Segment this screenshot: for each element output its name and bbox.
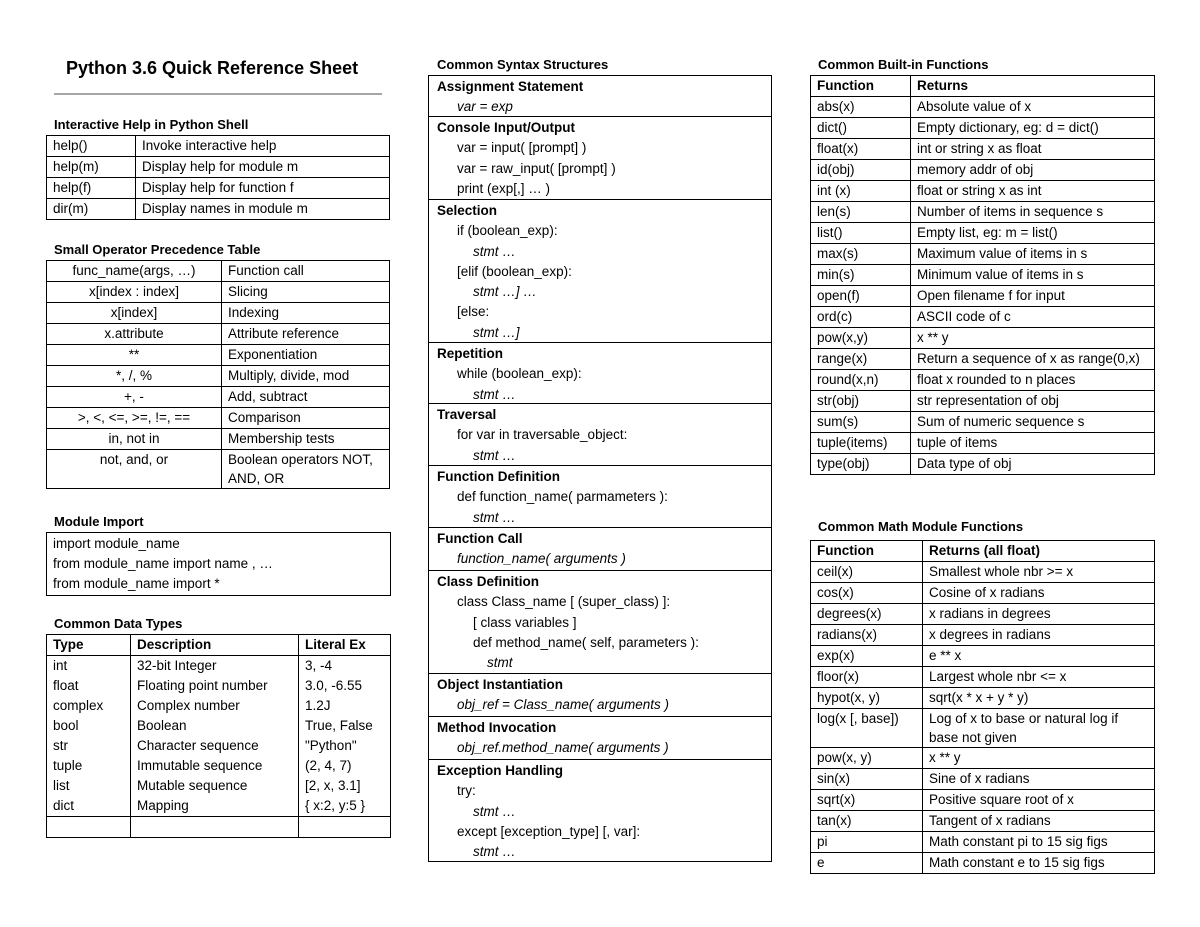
table-row bbox=[811, 202, 1155, 223]
block-heading: Assignment Statement bbox=[437, 79, 584, 94]
function-call-block bbox=[429, 527, 771, 570]
operator-cell: not, and, or bbox=[47, 450, 222, 489]
page-title: Python 3.6 Quick Reference Sheet bbox=[66, 58, 359, 78]
type-description-cell: Immutable sequence bbox=[131, 756, 299, 776]
code-line: stmt bbox=[487, 655, 513, 671]
table-row bbox=[811, 118, 1155, 139]
object-instantiation-block bbox=[429, 673, 771, 716]
builtin-returns-cell: float x rounded to n places bbox=[911, 370, 1155, 391]
builtin-function-cell: tuple(items) bbox=[811, 433, 911, 454]
math-returns-cell: Math constant e to 15 sig figs bbox=[923, 853, 1155, 874]
table-row bbox=[811, 244, 1155, 265]
method-invocation-block bbox=[429, 716, 771, 759]
math-function-cell: pi bbox=[811, 832, 923, 853]
builtin-returns-cell: Absolute value of x bbox=[911, 97, 1155, 118]
function-definition-block bbox=[429, 465, 771, 527]
table-row bbox=[47, 696, 391, 716]
literal-cell: 3, -4 bbox=[299, 656, 391, 677]
table-row bbox=[811, 562, 1155, 583]
table-row bbox=[811, 328, 1155, 349]
column-header-description: Description bbox=[131, 635, 299, 656]
module-import-heading: Module Import bbox=[54, 514, 144, 529]
builtin-function-cell: type(obj) bbox=[811, 454, 911, 475]
help-heading: Interactive Help in Python Shell bbox=[54, 117, 249, 132]
table-row bbox=[47, 429, 390, 450]
table-row bbox=[811, 391, 1155, 412]
module-import-line bbox=[53, 574, 384, 594]
table-row bbox=[811, 97, 1155, 118]
builtins-table bbox=[810, 75, 1155, 475]
builtins-heading: Common Built-in Functions bbox=[818, 57, 989, 72]
code-line: var = exp bbox=[457, 99, 513, 115]
operator-cell: >, <, <=, >=, !=, == bbox=[47, 408, 222, 429]
type-cell: tuple bbox=[47, 756, 131, 776]
math-function-cell: sin(x) bbox=[811, 769, 923, 790]
column-header-literal: Literal Ex bbox=[299, 635, 391, 656]
builtin-returns-cell: Open filename f for input bbox=[911, 286, 1155, 307]
block-heading: Function Call bbox=[437, 531, 523, 546]
math-function-cell: log(x [, base]) bbox=[811, 709, 923, 748]
builtin-returns-cell: Maximum value of items in s bbox=[911, 244, 1155, 265]
table-row bbox=[47, 676, 391, 696]
table-row bbox=[47, 736, 391, 756]
operator-cell: in, not in bbox=[47, 429, 222, 450]
code-line: if (boolean_exp): bbox=[457, 223, 558, 239]
help-function-cell: help(f) bbox=[47, 178, 136, 199]
code-line: while (boolean_exp): bbox=[457, 366, 582, 382]
repetition-block bbox=[429, 342, 771, 403]
precedence-table bbox=[46, 260, 390, 489]
data-types-table bbox=[46, 634, 391, 838]
math-function-cell: exp(x) bbox=[811, 646, 923, 667]
builtin-function-cell: dict() bbox=[811, 118, 911, 139]
builtin-returns-cell: tuple of items bbox=[911, 433, 1155, 454]
type-description-cell: Complex number bbox=[131, 696, 299, 716]
code-line: stmt … bbox=[473, 243, 516, 259]
literal-cell: "Python" bbox=[299, 736, 391, 756]
help-function-cell: dir(m) bbox=[47, 199, 136, 220]
type-description-cell: Mapping bbox=[131, 796, 299, 817]
builtin-function-cell: int (x) bbox=[811, 181, 911, 202]
math-function-cell: floor(x) bbox=[811, 667, 923, 688]
title-divider bbox=[54, 93, 382, 95]
column-header-function: Function bbox=[811, 76, 911, 97]
math-returns-cell: Largest whole nbr <= x bbox=[923, 667, 1155, 688]
math-function-cell: pow(x, y) bbox=[811, 748, 923, 769]
math-function-cell: radians(x) bbox=[811, 625, 923, 646]
code-line: try: bbox=[457, 783, 476, 799]
type-cell: int bbox=[47, 656, 131, 677]
module-import-text: from module_name import * bbox=[53, 576, 220, 591]
table-row bbox=[811, 160, 1155, 181]
type-cell: dict bbox=[47, 796, 131, 817]
operator-cell: x.attribute bbox=[47, 324, 222, 345]
class-definition-block bbox=[429, 570, 771, 673]
table-row bbox=[811, 307, 1155, 328]
help-function-cell: help() bbox=[47, 136, 136, 157]
operator-description-cell: Indexing bbox=[222, 303, 390, 324]
math-function-cell: cos(x) bbox=[811, 583, 923, 604]
precedence-heading: Small Operator Precedence Table bbox=[54, 242, 261, 257]
table-row bbox=[811, 433, 1155, 454]
table-row bbox=[811, 604, 1155, 625]
builtin-function-cell: abs(x) bbox=[811, 97, 911, 118]
literal-cell: 1.2J bbox=[299, 696, 391, 716]
traversal-block bbox=[429, 403, 771, 465]
table-row bbox=[811, 223, 1155, 244]
math-returns-cell: sqrt(x * x + y * y) bbox=[923, 688, 1155, 709]
table-row bbox=[811, 811, 1155, 832]
code-line: stmt … bbox=[473, 447, 516, 463]
math-returns-cell: x radians in degrees bbox=[923, 604, 1155, 625]
table-row bbox=[811, 454, 1155, 475]
math-function-cell: e bbox=[811, 853, 923, 874]
assignment-block bbox=[429, 76, 771, 116]
operator-description-cell: Exponentiation bbox=[222, 345, 390, 366]
operator-description-cell: Comparison bbox=[222, 408, 390, 429]
builtin-returns-cell: Empty list, eg: m = list() bbox=[911, 223, 1155, 244]
table-row bbox=[47, 756, 391, 776]
type-description-cell: Character sequence bbox=[131, 736, 299, 756]
builtin-function-cell: sum(s) bbox=[811, 412, 911, 433]
table-row bbox=[47, 776, 391, 796]
column-header-returns: Returns bbox=[911, 76, 1155, 97]
code-line: class Class_name [ (super_class) ]: bbox=[457, 594, 671, 610]
math-returns-cell: e ** x bbox=[923, 646, 1155, 667]
type-description-cell: Boolean bbox=[131, 716, 299, 736]
code-line: stmt … bbox=[473, 844, 516, 860]
exception-handling-block bbox=[429, 759, 771, 862]
code-line: stmt … bbox=[473, 803, 516, 819]
operator-cell: ** bbox=[47, 345, 222, 366]
math-table bbox=[810, 540, 1155, 874]
block-heading: Console Input/Output bbox=[437, 120, 575, 135]
builtin-function-cell: list() bbox=[811, 223, 911, 244]
code-line: stmt …] … bbox=[473, 284, 537, 300]
builtin-function-cell: len(s) bbox=[811, 202, 911, 223]
operator-description-cell: Attribute reference bbox=[222, 324, 390, 345]
help-description-cell: Display help for module m bbox=[136, 157, 390, 178]
builtin-returns-cell: Minimum value of items in s bbox=[911, 265, 1155, 286]
math-function-cell: degrees(x) bbox=[811, 604, 923, 625]
table-row bbox=[811, 832, 1155, 853]
operator-description-cell: Multiply, divide, mod bbox=[222, 366, 390, 387]
operator-description-cell: Function call bbox=[222, 261, 390, 282]
code-line: def function_name( parmameters ): bbox=[457, 489, 668, 505]
builtin-returns-cell: str representation of obj bbox=[911, 391, 1155, 412]
builtin-function-cell: max(s) bbox=[811, 244, 911, 265]
table-row bbox=[811, 412, 1155, 433]
table-row bbox=[811, 646, 1155, 667]
code-line: for var in traversable_object: bbox=[457, 427, 628, 443]
block-heading: Exception Handling bbox=[437, 763, 564, 778]
builtin-returns-cell: Data type of obj bbox=[911, 454, 1155, 475]
builtin-function-cell: range(x) bbox=[811, 349, 911, 370]
table-row bbox=[811, 181, 1155, 202]
empty-cell bbox=[47, 817, 131, 838]
code-line: except [exception_type] [, var]: bbox=[457, 823, 641, 839]
selection-block bbox=[429, 199, 771, 342]
empty-cell bbox=[299, 817, 391, 838]
table-row bbox=[811, 139, 1155, 160]
code-line: var = raw_input( [prompt] ) bbox=[457, 160, 616, 176]
table-row bbox=[47, 656, 391, 677]
builtin-returns-cell: int or string x as float bbox=[911, 139, 1155, 160]
table-row bbox=[47, 178, 390, 199]
column-header-function: Function bbox=[811, 541, 923, 562]
help-function-cell: help(m) bbox=[47, 157, 136, 178]
operator-cell: x[index : index] bbox=[47, 282, 222, 303]
operator-description-cell: Membership tests bbox=[222, 429, 390, 450]
type-description-cell: Mutable sequence bbox=[131, 776, 299, 796]
code-line: function_name( arguments ) bbox=[457, 551, 626, 567]
math-returns-cell: Positive square root of x bbox=[923, 790, 1155, 811]
literal-cell: [2, x, 3.1] bbox=[299, 776, 391, 796]
syntax-heading: Common Syntax Structures bbox=[437, 57, 609, 72]
table-row bbox=[47, 345, 390, 366]
block-heading: Repetition bbox=[437, 346, 503, 361]
table-row bbox=[811, 853, 1155, 874]
type-description-cell: 32-bit Integer bbox=[131, 656, 299, 677]
builtin-function-cell: open(f) bbox=[811, 286, 911, 307]
code-line: obj_ref.method_name( arguments ) bbox=[457, 740, 669, 756]
block-heading: Selection bbox=[437, 203, 498, 218]
table-row bbox=[811, 286, 1155, 307]
operator-cell: +, - bbox=[47, 387, 222, 408]
table-row bbox=[811, 625, 1155, 646]
math-function-cell: tan(x) bbox=[811, 811, 923, 832]
builtin-function-cell: round(x,n) bbox=[811, 370, 911, 391]
block-heading: Method Invocation bbox=[437, 720, 557, 735]
table-row bbox=[47, 716, 391, 736]
math-returns-cell: Log of x to base or natural log if base not given bbox=[923, 709, 1155, 748]
table-row bbox=[47, 303, 390, 324]
column-header-type: Type bbox=[47, 635, 131, 656]
operator-cell: func_name(args, …) bbox=[47, 261, 222, 282]
builtin-returns-cell: Sum of numeric sequence s bbox=[911, 412, 1155, 433]
table-row bbox=[811, 370, 1155, 391]
table-row bbox=[811, 349, 1155, 370]
operator-description-cell: Slicing bbox=[222, 282, 390, 303]
type-description-cell: Floating point number bbox=[131, 676, 299, 696]
math-returns-cell: Sine of x radians bbox=[923, 769, 1155, 790]
operator-cell: *, /, % bbox=[47, 366, 222, 387]
math-heading: Common Math Module Functions bbox=[818, 519, 1024, 534]
builtin-returns-cell: ASCII code of c bbox=[911, 307, 1155, 328]
column-header-returns: Returns (all float) bbox=[923, 541, 1155, 562]
console-io-block bbox=[429, 116, 771, 199]
table-row bbox=[811, 790, 1155, 811]
table-row bbox=[47, 366, 390, 387]
code-line: [ class variables ] bbox=[473, 614, 577, 630]
table-row bbox=[47, 796, 391, 817]
table-row bbox=[811, 667, 1155, 688]
code-line: stmt … bbox=[473, 386, 516, 402]
syntax-box bbox=[428, 75, 772, 862]
module-import-line bbox=[53, 554, 384, 574]
module-import-text: from module_name import name , … bbox=[53, 556, 273, 571]
table-row bbox=[47, 157, 390, 178]
code-line: [elif (boolean_exp): bbox=[457, 263, 572, 279]
operator-cell: x[index] bbox=[47, 303, 222, 324]
code-line: print (exp[,] … ) bbox=[457, 180, 551, 196]
block-heading: Traversal bbox=[437, 407, 497, 422]
table-row bbox=[47, 387, 390, 408]
operator-description-cell: Add, subtract bbox=[222, 387, 390, 408]
builtin-function-cell: pow(x,y) bbox=[811, 328, 911, 349]
code-line: obj_ref = Class_name( arguments ) bbox=[457, 697, 669, 713]
literal-cell: (2, 4, 7) bbox=[299, 756, 391, 776]
builtin-returns-cell: Return a sequence of x as range(0,x) bbox=[911, 349, 1155, 370]
code-line: var = input( [prompt] ) bbox=[457, 140, 587, 156]
table-row bbox=[811, 688, 1155, 709]
math-returns-cell: Tangent of x radians bbox=[923, 811, 1155, 832]
module-import-text: import module_name bbox=[53, 536, 180, 551]
table-row bbox=[811, 709, 1155, 748]
module-import-box bbox=[46, 532, 391, 596]
math-function-cell: sqrt(x) bbox=[811, 790, 923, 811]
code-line: stmt …] bbox=[473, 324, 520, 340]
builtin-function-cell: str(obj) bbox=[811, 391, 911, 412]
table-row bbox=[47, 261, 390, 282]
help-description-cell: Invoke interactive help bbox=[136, 136, 390, 157]
type-cell: float bbox=[47, 676, 131, 696]
code-line: def method_name( self, parameters ): bbox=[473, 634, 699, 650]
table-row bbox=[47, 408, 390, 429]
literal-cell: True, False bbox=[299, 716, 391, 736]
block-heading: Function Definition bbox=[437, 469, 560, 484]
help-description-cell: Display help for function f bbox=[136, 178, 390, 199]
table-row bbox=[47, 282, 390, 303]
table-row bbox=[47, 136, 390, 157]
type-cell: str bbox=[47, 736, 131, 756]
code-line: [else: bbox=[457, 304, 490, 320]
math-function-cell: hypot(x, y) bbox=[811, 688, 923, 709]
literal-cell: 3.0, -6.55 bbox=[299, 676, 391, 696]
builtin-returns-cell: float or string x as int bbox=[911, 181, 1155, 202]
math-returns-cell: Smallest whole nbr >= x bbox=[923, 562, 1155, 583]
math-returns-cell: Math constant pi to 15 sig figs bbox=[923, 832, 1155, 853]
math-returns-cell: x ** y bbox=[923, 748, 1155, 769]
literal-cell: { x:2, y:5 } bbox=[299, 796, 391, 817]
block-heading: Class Definition bbox=[437, 574, 540, 589]
table-row bbox=[811, 748, 1155, 769]
table-row bbox=[47, 324, 390, 345]
math-returns-cell: x degrees in radians bbox=[923, 625, 1155, 646]
builtin-returns-cell: Number of items in sequence s bbox=[911, 202, 1155, 223]
empty-cell bbox=[131, 817, 299, 838]
builtin-function-cell: id(obj) bbox=[811, 160, 911, 181]
builtin-function-cell: min(s) bbox=[811, 265, 911, 286]
type-cell: list bbox=[47, 776, 131, 796]
module-import-line bbox=[53, 534, 384, 554]
table-row bbox=[811, 583, 1155, 604]
math-returns-cell: Cosine of x radians bbox=[923, 583, 1155, 604]
type-cell: complex bbox=[47, 696, 131, 716]
code-line: stmt … bbox=[473, 509, 516, 525]
help-description-cell: Display names in module m bbox=[136, 199, 390, 220]
block-heading: Object Instantiation bbox=[437, 677, 564, 692]
math-function-cell: ceil(x) bbox=[811, 562, 923, 583]
data-types-heading: Common Data Types bbox=[54, 616, 183, 631]
builtin-returns-cell: memory addr of obj bbox=[911, 160, 1155, 181]
builtin-function-cell: ord(c) bbox=[811, 307, 911, 328]
table-row bbox=[47, 450, 390, 489]
operator-description-cell: Boolean operators NOT, AND, OR bbox=[222, 450, 390, 489]
builtin-returns-cell: Empty dictionary, eg: d = dict() bbox=[911, 118, 1155, 139]
builtin-function-cell: float(x) bbox=[811, 139, 911, 160]
builtin-returns-cell: x ** y bbox=[911, 328, 1155, 349]
table-row bbox=[811, 769, 1155, 790]
table-row bbox=[811, 265, 1155, 286]
type-cell: bool bbox=[47, 716, 131, 736]
help-table bbox=[46, 135, 390, 220]
table-row bbox=[47, 199, 390, 220]
table-row bbox=[47, 817, 391, 838]
